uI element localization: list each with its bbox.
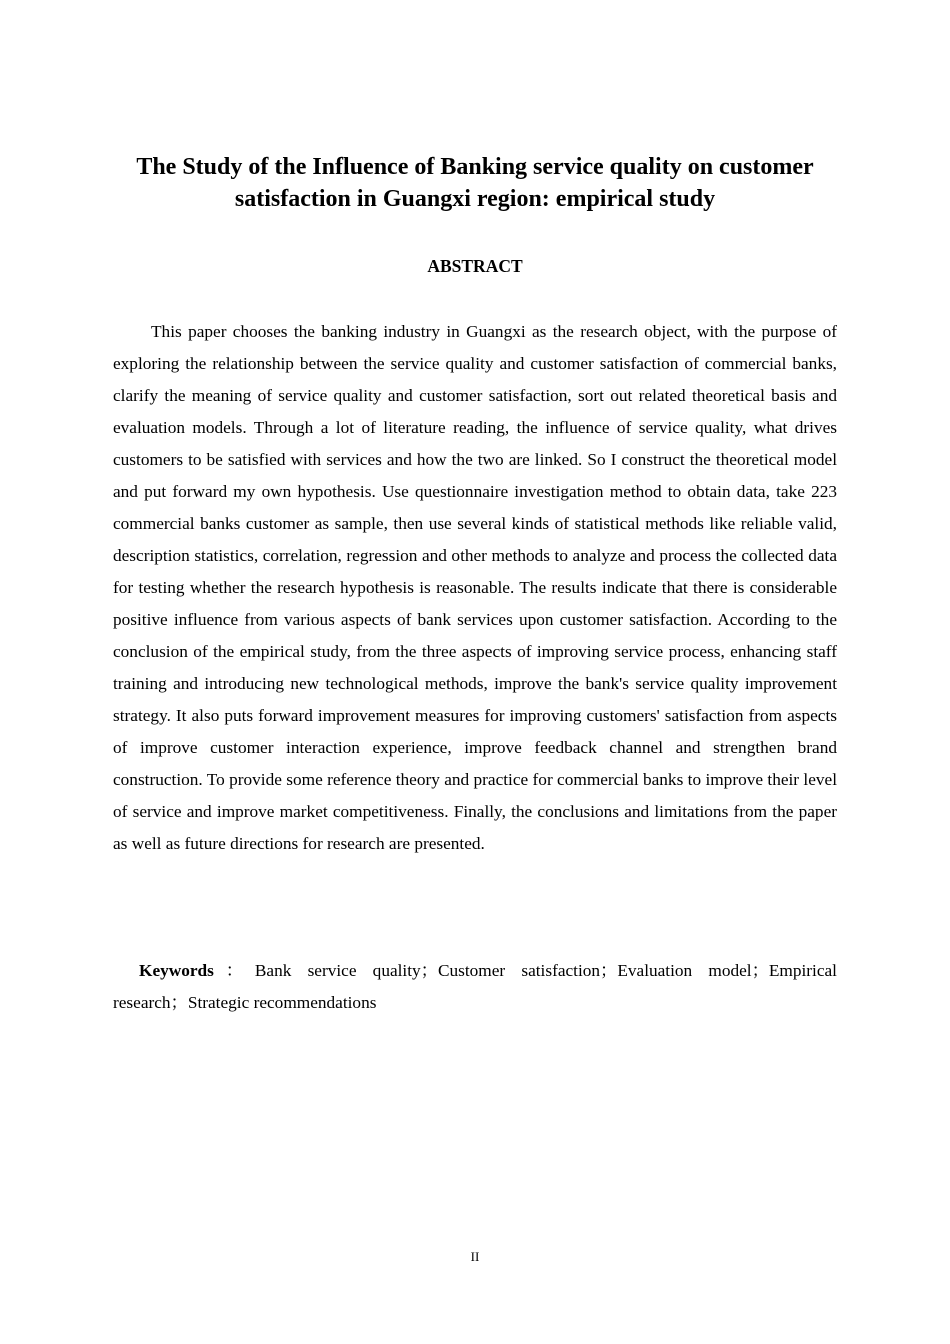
abstract-heading: ABSTRACT bbox=[427, 256, 523, 276]
abstract-body: This paper chooses the banking industry in Guangxi as the research object, with the purpose of exploring the relationship between the service quality and customer satisfaction of commercial banks, clarify the meaning of service quality and customer satisfaction, sort out related theoretical basis and evaluation models. Through a lot of literature reading, the influence of service quality, what drives customers to be satisfied with services and how the two are linked. So I construct the theoretical model and put forward my own hypothesis. Use questionnaire investigation method to obtain data, take 223 commercial banks customer as sample, then use several kinds of statistical methods like reliable valid, description statistics, correlation, regression and other methods to analyze and process the collected data for testing whether the research hypothesis is reasonable. The results indicate that there is considerable positive influence from various aspects of bank services upon customer satisfaction. According to the conclusion of the empirical study, from the three aspects of improving service process, enhancing staff training and introducing new technological methods, improve the bank's service quality improvement strategy. It also puts forward improvement measures for improving customers' satisfaction from aspects of improve customer interaction experience, improve feedback channel and strengthen brand construction. To provide some reference theory and practice for commercial banks to improve their level of service and improve market competitiveness. Finally, the conclusions and limitations from the paper as well as future directions for research are presented. bbox=[113, 322, 837, 853]
paper-title: The Study of the Influence of Banking service quality on customer satisfaction in Guangxi region: empirical study bbox=[136, 154, 814, 212]
keywords-list: Bank service quality；Customer satisfaction；Evaluation model；Empirical research；Strategic recommendations bbox=[113, 961, 837, 1012]
page-number: II bbox=[470, 1249, 480, 1264]
keywords-paragraph bbox=[113, 955, 837, 1019]
keywords-label: Keywords bbox=[139, 961, 214, 980]
keywords-separator: ： bbox=[213, 961, 255, 980]
